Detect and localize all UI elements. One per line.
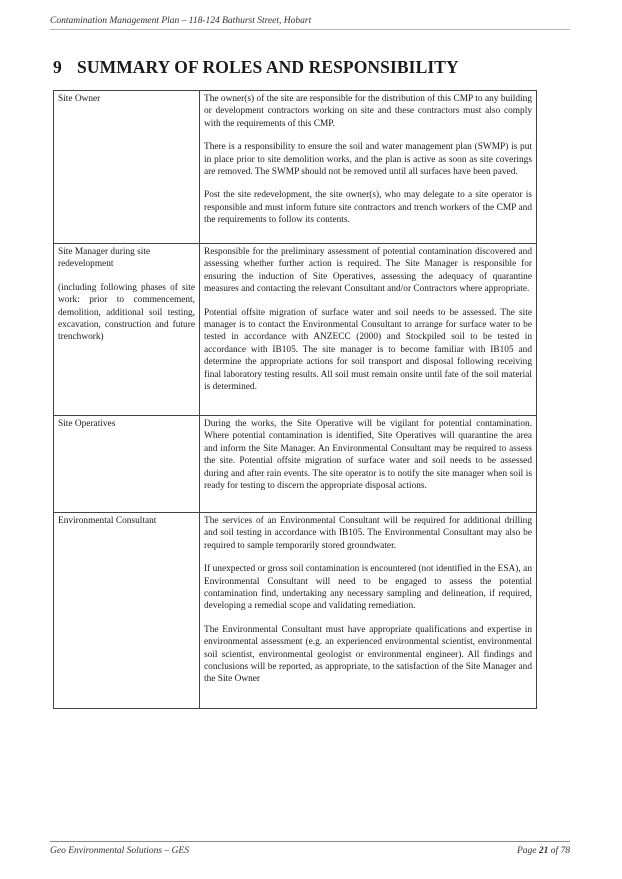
- roles-table: [53, 90, 537, 709]
- responsibility-cell: [200, 513, 537, 709]
- role-title: Site Manager during site redevelopment: [58, 247, 151, 270]
- role-title: Site Operatives: [58, 419, 116, 429]
- role-cell: [54, 244, 200, 416]
- responsibility-cell: [200, 244, 537, 416]
- page-label: Page: [516, 846, 537, 856]
- document-title: Contamination Management Plan – 118-124 Bathurst Street, Hobart: [50, 16, 312, 26]
- section-heading: [53, 57, 459, 78]
- table-row: [54, 416, 537, 513]
- page-total: of 78: [550, 846, 570, 856]
- organisation-name: Geo Environmental Solutions – GES: [50, 846, 189, 856]
- responsibility-paragraph: If unexpected or gross soil contamination is encountered (not identified in the ESA), an Environmental Consultant will need to be engaged to assess the potential contamination find, undertaking any necessary sampling and delineation, if required, developing a remedial scope and validating remediation.: [204, 564, 532, 612]
- role-note: (including following phases of site work: prior to commencement, demolition, additional soil testing, excavation, construction and future trenchwork): [58, 282, 195, 343]
- role-title: Site Owner: [58, 94, 101, 104]
- responsibility-paragraph: Post the site redevelopment, the site owner(s), who may delegate to a site operator is responsible and must inform future site contractors and trench workers of the CMP and the requirements to follow its contents.: [204, 190, 532, 226]
- section-number: 9: [53, 57, 62, 77]
- responsibility-paragraph: The owner(s) of the site are responsible for the distribution of this CMP to any building or development contractors working on site and these contractors must also comply with the requirements of this CMP.: [204, 94, 532, 129]
- role-cell: [54, 513, 200, 709]
- responsibility-paragraph: During the works, the Site Operative will be vigilant for potential contamination. Where potential contamination is identified, Site Operatives will quarantine the area and inform the Site Manager. An Environmental Consultant may be required to assess the site. Potential offsite migration of surface water and soil needs to be assessed during and after rain events. The site operator is to notify the site manager when soil is ready for testing to discern the appropriate disposal actions.: [204, 419, 532, 492]
- responsibility-cell: [200, 416, 537, 513]
- page-footer: [50, 841, 570, 856]
- table-row: [54, 513, 537, 709]
- responsibility-paragraph: The Environmental Consultant must have appropriate qualifications and expertise in environmental assessment (e.g. an experienced environmental scientist, environmental soil scientist, environmental geologist or environmental engineer). All findings and conclusions will be reported, as appropriate, to the satisfaction of the Site Manager and the Site Owner: [204, 624, 532, 685]
- role-title: Environmental Consultant: [58, 516, 157, 526]
- responsibility-cell: [200, 91, 537, 244]
- section-title: SUMMARY OF ROLES AND RESPONSIBILITY: [77, 57, 459, 77]
- responsibility-paragraph: The services of an Environmental Consultant will be required for additional drilling and soil testing in accordance with IB105. The Environmental Consultant may also be required to sample temporarily stored groundwater.: [204, 516, 532, 551]
- responsibility-paragraph: Potential offsite migration of surface water and soil needs to be assessed. The site manager is to contact the Environmental Consultant to arrange for surface water to be tested in accordance with ANZECC (2000) and Stockpiled soil to be tested in accordance with IB105. The site manager is to become familiar with IB105 and determine the appropriate actions for soil transport and disposal following receiving final laboratory testing results. All soil must remain onsite until fate of the soil material is determined.: [204, 307, 532, 393]
- responsibility-paragraph: Responsible for the preliminary assessment of potential contamination discovered and assessing whether further action is required. The Site Manager is responsible for ensuring the induction of Site Operatives, assessing the adequacy of quarantine measures and contacting the relevant Consultant and/or Contractors where appropriate.: [204, 247, 532, 295]
- page-header: [50, 16, 570, 30]
- table-row: [54, 244, 537, 416]
- page-number-label: [517, 846, 570, 856]
- role-cell: [54, 416, 200, 513]
- role-cell: [54, 91, 200, 244]
- responsibility-paragraph: There is a responsibility to ensure the soil and water management plan (SWMP) is put in place prior to site demolition works, and the plan is active as soon as site coverings are removed. The SWMP should not be removed until all surfaces have been paved.: [204, 142, 532, 178]
- page-number: 21: [538, 846, 549, 856]
- table-row: [54, 91, 537, 244]
